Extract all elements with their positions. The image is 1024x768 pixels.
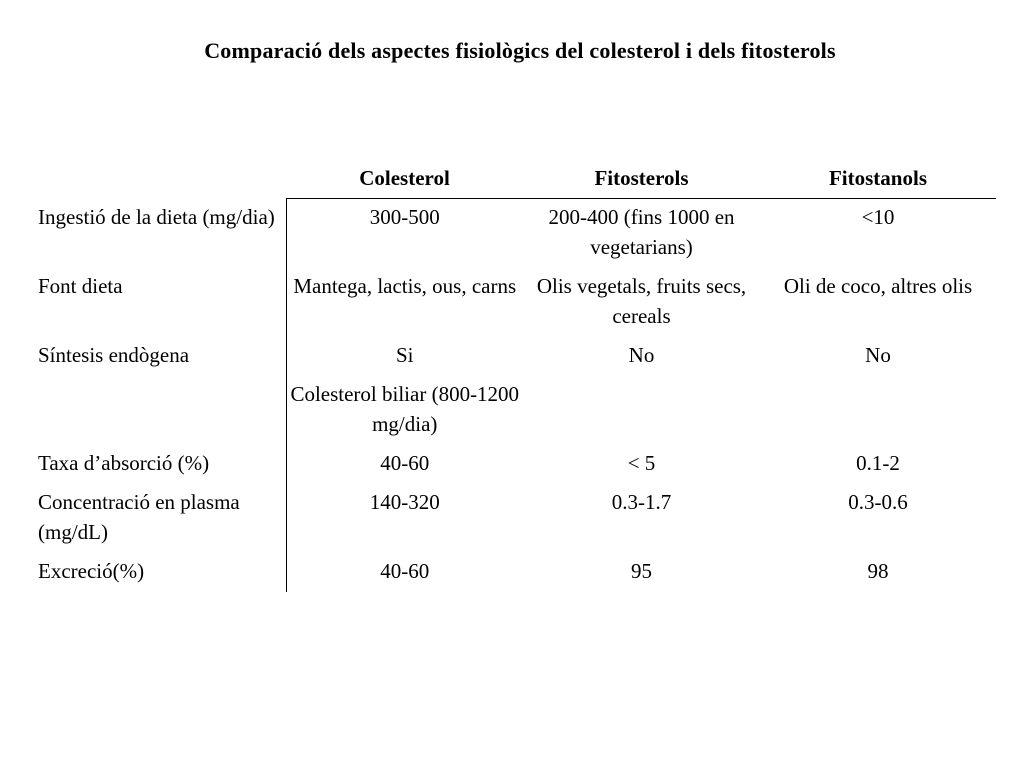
row-label: Font dieta <box>30 268 286 337</box>
table-cell: 140-320 <box>369 490 440 514</box>
header-fitosterols: Fitosterols <box>523 158 760 199</box>
row-label: Taxa d’absorció (%) <box>30 445 286 484</box>
row-label: Ingestió de la dieta (mg/dia) <box>30 199 286 269</box>
table-cell: 98 <box>867 559 889 583</box>
table-row <box>30 337 996 376</box>
table-row <box>30 484 996 553</box>
table-cell: Si <box>395 343 414 367</box>
table-cell: No <box>628 343 655 367</box>
table-cell: No <box>865 343 891 367</box>
table-cell <box>760 376 996 445</box>
table-cell: < 5 <box>627 451 656 475</box>
row-label <box>30 376 286 445</box>
table-row <box>30 268 996 337</box>
table-cell: Oli de coco, altres olis <box>783 274 973 298</box>
table-row <box>30 445 996 484</box>
row-label: Excreció(%) <box>30 553 286 592</box>
table-cell: Olis vegetals, fruits secs, cereals <box>536 274 747 328</box>
table-cell: Colesterol biliar (800-1200 mg/dia) <box>290 382 520 436</box>
table-cell: 200-400 (fins 1000 en vegetarians) <box>548 205 735 259</box>
table-cell <box>523 376 760 445</box>
table-cell: Mantega, lactis, ous, carns <box>293 274 517 298</box>
header-corner <box>30 158 286 199</box>
table-cell: <10 <box>861 205 895 229</box>
table-row <box>30 376 996 445</box>
header-fitostanols: Fitostanols <box>760 158 996 199</box>
table-cell: 0.3-1.7 <box>611 490 672 514</box>
slide-title: Comparació dels aspectes fisiològics del colesterol i dels fitosterols <box>204 38 836 63</box>
table-cell: 0.1-2 <box>856 451 900 475</box>
table-cell: 40-60 <box>380 559 430 583</box>
table-cell: 0.3-0.6 <box>848 490 908 514</box>
table-row <box>30 553 996 592</box>
table-cell: 40-60 <box>380 451 430 475</box>
comparison-table <box>30 158 996 592</box>
table-cell: 300-500 <box>369 205 440 229</box>
table-cell: 95 <box>631 559 652 583</box>
table-row <box>30 199 996 269</box>
row-label: Concentració en plasma (mg/dL) <box>30 484 286 553</box>
header-row <box>30 158 996 199</box>
row-label: Síntesis endògena <box>30 337 286 376</box>
header-colesterol: Colesterol <box>286 158 523 199</box>
